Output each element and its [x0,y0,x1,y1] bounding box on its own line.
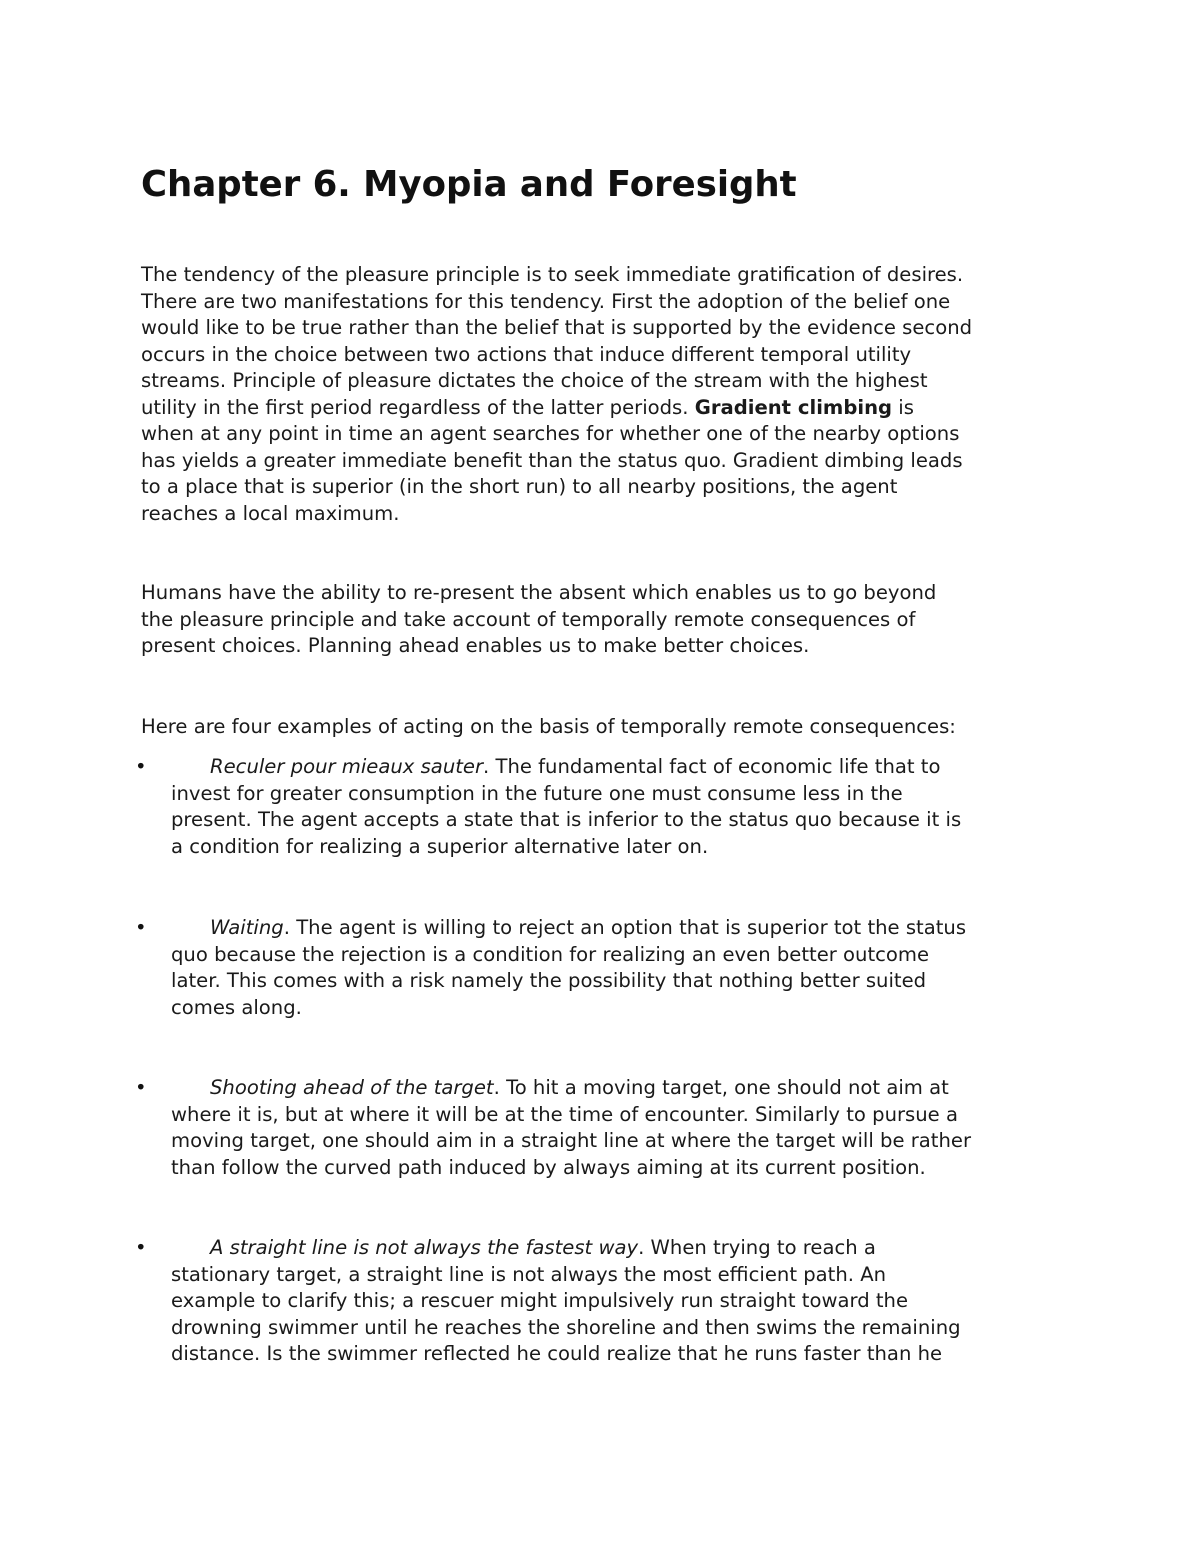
paragraph-four-examples-intro [141,714,1071,741]
text-line: present choices. Planning ahead enables us to make better choices. [141,634,810,657]
text-run: is [892,395,914,419]
list-item-text [171,754,1071,860]
text-line: when at any point in time an agent searches for whether one of the nearby options [141,422,960,445]
text-line: example to clarify this; a rescuer might impulsively run straight toward the [171,1289,909,1312]
list-item-text [171,1235,1071,1368]
italic-term: A straight line is not always the fastest way [210,1236,639,1259]
text-line: The tendency of the pleasure principle is to seek immediate gratification of desires. [141,263,964,286]
italic-term: Reculer pour mieaux sauter [210,755,484,778]
text-line [171,1075,1071,1102]
text-line: There are two manifestations for this tendency. First the adoption of the belief one [141,289,951,313]
text-line: distance. Is the swimmer reflected he could realize that he runs faster than he [171,1342,943,1365]
text-line: than follow the curved path induced by always aiming at its current position. [171,1155,926,1179]
bold-term-gradient-climbing: Gradient climbing [694,395,893,419]
text-run: . The agent is willing to reject an option that is superior tot the status [283,916,967,939]
list-item-text [171,1075,1071,1181]
text-line: present. The agent accepts a state that is inferior to the status quo because it is [171,808,962,831]
text-line: the pleasure principle and take account of temporally remote consequences of [141,607,916,631]
paragraph-re-present-absent [141,580,1071,660]
text-line: stationary target, a straight line is not always the most efficient path. An [171,1262,887,1286]
text-line: comes along. [171,995,302,1019]
text-line: Here are four examples of acting on the basis of temporally remote consequences: [141,715,956,738]
text-line [141,395,1071,422]
chapter-title: Chapter 6. Myopia and Foresight [141,164,797,205]
text-line: to a place that is superior (in the short run) to all nearby positions, the agent [141,475,898,498]
bullet-icon: • [135,916,147,939]
text-run: . When trying to reach a [638,1236,876,1259]
text-line: where it is, but at where it will be at the time of encounter. Similarly to pursue a [171,1102,958,1126]
paragraph-pleasure-principle [141,262,1071,527]
text-line: would like to be true rather than the belief that is supported by the evidence second [141,316,973,339]
text-line [171,1235,1071,1262]
text-line: invest for greater consumption in the future one must consume less in the [171,781,903,805]
text-run: utility in the first period regardless of the latter periods. [141,395,695,419]
list-item-text [171,915,1071,1021]
text-line: drowning swimmer until he reaches the shoreline and then swims the remaining [171,1315,961,1339]
text-line: streams. Principle of pleasure dictates the choice of the stream with the highest [141,369,928,392]
text-run: . To hit a moving target, one should not aim at [493,1076,949,1099]
italic-term: Waiting [210,916,284,939]
text-line: reaches a local maximum. [141,501,400,525]
text-line [171,915,1071,942]
text-line: has yields a greater immediate benefit than the status quo. Gradient dimbing leads [141,448,963,472]
text-line: Humans have the ability to re-present the absent which enables us to go beyond [141,581,937,604]
text-line [171,754,1071,781]
text-line: quo because the rejection is a condition for realizing an even better outcome [171,942,930,966]
text-line: moving target, one should aim in a straight line at where the target will be rather [171,1129,971,1152]
text-line: occurs in the choice between two actions that induce different temporal utility [141,342,912,366]
bullet-icon: • [135,1076,147,1099]
text-run: . The fundamental fact of economic life that to [483,755,941,778]
italic-term: Shooting ahead of the target [210,1076,494,1099]
text-line: later. This comes with a risk namely the possibility that nothing better suited [171,969,927,992]
text-line: a condition for realizing a superior alternative later on. [171,834,709,858]
bullet-icon: • [135,1236,147,1259]
bullet-icon: • [135,755,147,778]
